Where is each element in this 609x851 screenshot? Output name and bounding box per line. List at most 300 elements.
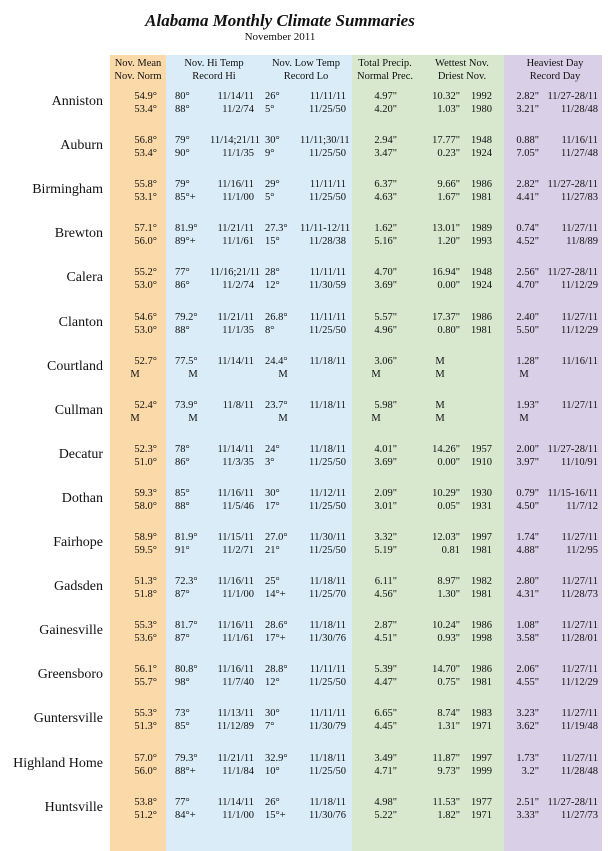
- mean-cell: 52.4°: [134, 399, 157, 411]
- prec-cell: 4.45": [374, 721, 397, 733]
- lo-cell: 11/18/11: [309, 355, 346, 367]
- heavy-cell: 11/27/11: [561, 708, 598, 720]
- wet-cell: 1998: [471, 633, 492, 645]
- wet-cell: 17.37": [432, 311, 460, 323]
- station-row: [0, 220, 609, 264]
- heavy-cell: 3.33": [516, 809, 539, 821]
- lo-cell: 29°: [265, 179, 280, 191]
- lo-cell: 11/12/11: [309, 487, 346, 499]
- wet-cell: 11.53": [432, 796, 460, 808]
- hi-cell: 85°+: [175, 192, 196, 204]
- heavy-cell: 11/10/91: [561, 456, 598, 468]
- wet-cell: 8.97": [437, 576, 460, 588]
- hi-cell: 89°+: [175, 236, 196, 248]
- mean-cell: 53.1°: [134, 192, 157, 204]
- hi-cell: 80°: [175, 91, 190, 102]
- heavy-cell: 4.52": [516, 236, 539, 248]
- lo-cell: 11/25/50: [309, 192, 346, 204]
- hi-cell: 88°: [175, 324, 190, 336]
- prec-cell: 5.98": [374, 399, 397, 411]
- wet-cell: 10.29": [432, 487, 460, 499]
- hi-cell: 79.2°: [175, 311, 198, 323]
- lo-cell: 24.4°: [265, 355, 288, 367]
- heavy-cell: 11/28/73: [561, 589, 598, 601]
- heavy-cell: 11/7/12: [566, 500, 598, 512]
- hi-cell: 11/5/46: [222, 500, 254, 512]
- hi-cell: 11/3/35: [222, 456, 254, 468]
- hi-cell: 11/16/11: [217, 487, 254, 499]
- heavy-cell: 0.88": [516, 135, 539, 147]
- wet-cell: 1957: [471, 443, 492, 455]
- prec-cell: 6.11": [374, 576, 397, 588]
- lo-cell: 11/11/11: [309, 179, 346, 191]
- heavy-cell: 11/12/29: [561, 324, 598, 336]
- mean-cell: 53.6°: [134, 633, 157, 645]
- wet-cell: 0.05": [437, 500, 460, 512]
- wet-cell: 1993: [471, 236, 492, 248]
- lo-cell: 26°: [265, 796, 280, 808]
- wet-cell: 1986: [471, 179, 492, 191]
- station-row: [0, 705, 609, 749]
- prec-cell: 3.06": [374, 355, 397, 367]
- wet-cell: 1.31": [437, 721, 460, 733]
- heavy-cell: 11/27/11: [561, 223, 598, 235]
- hi-cell: 77°: [175, 267, 190, 279]
- station-row: [0, 88, 609, 132]
- wet-cell: 1981: [471, 589, 492, 601]
- prec-cell: 5.22": [374, 809, 397, 821]
- heavy-cell: 2.00": [516, 443, 539, 455]
- wet-cell: 14.70": [432, 664, 460, 676]
- heavy-cell: 2.80": [516, 576, 539, 588]
- heavy-cell: 3.97": [516, 456, 539, 468]
- hi-cell: 73.9°: [175, 399, 198, 411]
- wet-cell: 1981: [471, 545, 492, 556]
- lo-cell: 17°+: [265, 633, 286, 645]
- heavy-cell: 4.55": [516, 677, 539, 689]
- wet-cell: 0.93": [437, 633, 460, 645]
- heavy-cell: 2.06": [516, 664, 539, 676]
- hi-cell: 11/14/11: [217, 443, 254, 455]
- wet-cell: M: [435, 399, 445, 411]
- heavy-cell: 11/27/48: [561, 148, 598, 160]
- lo-cell: 27.3°: [265, 223, 288, 235]
- heavy-cell: M: [519, 368, 529, 380]
- prec-cell: 4.97": [374, 91, 397, 102]
- lo-cell: 11/30/79: [309, 721, 346, 733]
- station-name: Guntersville: [33, 711, 103, 727]
- heavy-cell: 11/27-28/11: [547, 267, 598, 279]
- page-subtitle: November 2011: [244, 31, 316, 43]
- mean-cell: 51.0°: [134, 456, 157, 468]
- station-row: [0, 176, 609, 220]
- station-row: [0, 132, 609, 176]
- heavy-cell: 11/27-28/11: [547, 796, 598, 808]
- hi-cell: 88°: [175, 500, 190, 512]
- heavy-cell: 1.08": [516, 620, 539, 632]
- heavy-cell: 1.74": [516, 532, 539, 543]
- wet-cell: 1981: [471, 324, 492, 336]
- heavy-cell: 2.82": [516, 179, 539, 191]
- hi-cell: 11/21/11: [217, 311, 254, 323]
- heavy-cell: 3.2": [521, 765, 539, 777]
- mean-cell: 56.0°: [134, 236, 157, 248]
- heavy-cell: 1.73": [516, 752, 539, 764]
- wet-cell: 10.24": [432, 620, 460, 632]
- hi-cell: 11/15/11: [217, 532, 254, 543]
- station-name: Gainesville: [39, 623, 103, 639]
- prec-cell: 4.70": [374, 267, 397, 279]
- hi-cell: 85°: [175, 721, 190, 733]
- mean-cell: 57.0°: [134, 752, 157, 764]
- wet-cell: M: [435, 368, 445, 380]
- heavy-cell: 11/27-28/11: [547, 443, 598, 455]
- prec-cell: 6.65": [374, 708, 397, 720]
- wet-cell: 8.74": [437, 708, 460, 720]
- wet-cell: 1977: [471, 796, 492, 808]
- prec-cell: 5.16": [374, 236, 397, 248]
- station-row: [0, 441, 609, 485]
- mean-cell: M: [130, 412, 140, 424]
- lo-cell: 11/18/11: [309, 399, 346, 411]
- hi-cell: 11/16/11: [217, 576, 254, 588]
- hi-cell: 81.9°: [175, 532, 198, 543]
- heavy-cell: M: [519, 412, 529, 424]
- prec-cell: 5.57": [374, 311, 397, 323]
- heavy-cell: 11/27/11: [561, 620, 598, 632]
- hi-cell: M: [188, 368, 198, 380]
- hi-cell: 11/14/11: [217, 355, 254, 367]
- wet-cell: 1924: [471, 280, 492, 292]
- mean-cell: 56.8°: [134, 135, 157, 147]
- hi-cell: M: [188, 412, 198, 424]
- hi-cell: 90°: [175, 148, 190, 160]
- station-row: [0, 661, 609, 705]
- lo-cell: 27.0°: [265, 532, 288, 543]
- lo-cell: 11/25/50: [309, 500, 346, 512]
- hi-cell: 85°: [175, 487, 190, 499]
- lo-cell: M: [278, 368, 288, 380]
- prec-cell: M: [371, 412, 381, 424]
- wet-cell: 1.03": [437, 104, 460, 115]
- wet-cell: 1989: [471, 223, 492, 235]
- station-row: [0, 794, 609, 838]
- mean-cell: 52.7°: [134, 355, 157, 367]
- heavy-cell: 11/27/11: [561, 752, 598, 764]
- station-name: Auburn: [60, 138, 103, 154]
- wet-cell: 0.00": [437, 280, 460, 292]
- hi-cell: 11/2/74: [222, 104, 254, 115]
- prec-cell: 2.94": [374, 135, 397, 147]
- wet-cell: 16.94": [432, 267, 460, 279]
- lo-cell: 11/30/76: [309, 809, 346, 821]
- lo-cell: 11/18/11: [309, 796, 346, 808]
- header-mean: Nov. Mean Nov. Norm: [114, 58, 162, 82]
- wet-cell: 1992: [471, 91, 492, 102]
- lo-cell: 9°: [265, 148, 275, 160]
- hi-cell: 11/2/71: [222, 545, 254, 556]
- wet-cell: 1910: [471, 456, 492, 468]
- mean-cell: 51.2°: [134, 809, 157, 821]
- mean-cell: 57.1°: [134, 223, 157, 235]
- station-name: Fairhope: [53, 535, 103, 550]
- mean-cell: 53.0°: [134, 280, 157, 292]
- lo-cell: 32.9°: [265, 752, 288, 764]
- lo-cell: 17°: [265, 500, 280, 512]
- heavy-cell: 1.28": [516, 355, 539, 367]
- lo-cell: 11/25/50: [309, 324, 346, 336]
- mean-cell: 52.3°: [134, 443, 157, 455]
- station-name: Courtland: [47, 358, 103, 374]
- heavy-cell: 4.50": [516, 500, 539, 512]
- hi-cell: 11/16/11: [217, 179, 254, 191]
- heavy-cell: 11/16/11: [561, 355, 598, 367]
- wet-cell: 12.03": [432, 532, 460, 543]
- heavy-cell: 3.21": [516, 104, 539, 115]
- lo-cell: 28.8°: [265, 664, 288, 676]
- lo-cell: 30°: [265, 708, 280, 720]
- mean-cell: 54.9°: [134, 91, 157, 102]
- heavy-cell: 11/27/73: [561, 809, 598, 821]
- page-title: Alabama Monthly Climate Summaries: [145, 11, 415, 30]
- wet-cell: 1997: [471, 752, 492, 764]
- heavy-cell: 11/27-28/11: [547, 91, 598, 102]
- heavy-cell: 2.56": [516, 267, 539, 279]
- heavy-cell: 3.58": [516, 633, 539, 645]
- mean-cell: 53.0°: [134, 324, 157, 336]
- heavy-cell: 2.82": [516, 91, 539, 102]
- prec-cell: 3.47": [374, 148, 397, 160]
- lo-cell: 11/25/50: [309, 148, 346, 160]
- lo-cell: 11/25/50: [309, 456, 346, 468]
- station-row: [0, 264, 609, 308]
- prec-cell: 5.19": [374, 545, 397, 556]
- header-low-temp: Nov. Low Temp Record Lo: [271, 58, 341, 82]
- station-name: Dothan: [61, 490, 103, 506]
- header-precip: Total Precip. Normal Prec.: [357, 58, 413, 82]
- wet-cell: 1983: [471, 708, 492, 720]
- hi-cell: 87°: [175, 589, 190, 601]
- lo-cell: 8°: [265, 324, 275, 336]
- prec-cell: 4.71": [374, 765, 397, 777]
- wet-cell: 11.87": [432, 752, 460, 764]
- lo-cell: 11/18/11: [309, 576, 346, 588]
- wet-cell: 9.66": [437, 179, 460, 191]
- lo-cell: 30°: [265, 487, 280, 499]
- lo-cell: 11/11-12/11: [300, 223, 351, 235]
- wet-cell: 1930: [471, 487, 492, 499]
- hi-cell: 11/1/61: [222, 633, 254, 645]
- prec-cell: 4.56": [374, 589, 397, 601]
- wet-cell: 1982: [471, 576, 492, 588]
- hi-cell: 11/1/84: [222, 765, 254, 777]
- hi-cell: 11/16/11: [217, 620, 254, 632]
- heavy-cell: 0.79": [516, 487, 539, 499]
- hi-cell: 84°+: [175, 809, 196, 821]
- wet-cell: 0.23": [437, 148, 460, 160]
- wet-cell: 1948: [471, 267, 492, 279]
- lo-cell: 11/18/11: [309, 443, 346, 455]
- heavy-cell: 5.50": [516, 324, 539, 336]
- station-name: Brewton: [54, 226, 103, 242]
- lo-cell: 11/11/11: [309, 664, 346, 676]
- wet-cell: 1986: [471, 311, 492, 323]
- lo-cell: 5°: [265, 192, 275, 204]
- hi-cell: 11/8/11: [222, 399, 254, 411]
- heavy-cell: 11/27/11: [561, 664, 598, 676]
- heavy-cell: 4.31": [516, 589, 539, 601]
- heavy-cell: 2.40": [516, 311, 539, 323]
- wet-cell: 0.81: [441, 545, 460, 556]
- lo-cell: 7°: [265, 721, 275, 733]
- lo-cell: 11/25/50: [309, 765, 346, 777]
- heavy-cell: 3.23": [516, 708, 539, 720]
- lo-cell: 15°: [265, 236, 280, 248]
- hi-cell: 11/1/00: [222, 809, 254, 821]
- prec-cell: 2.87": [374, 620, 397, 632]
- lo-cell: 11/25/50: [309, 545, 346, 556]
- mean-cell: 55.2°: [134, 267, 157, 279]
- hi-cell: 11/1/00: [222, 589, 254, 601]
- lo-cell: 30°: [265, 135, 280, 147]
- hi-cell: 11/1/61: [222, 236, 254, 248]
- lo-cell: 11/18/11: [309, 620, 346, 632]
- hi-cell: 91°: [175, 545, 190, 556]
- heavy-cell: 11/28/01: [561, 633, 598, 645]
- station-row: [0, 617, 609, 661]
- lo-cell: 10°: [265, 765, 280, 777]
- mean-cell: 58.9°: [134, 532, 157, 543]
- station-name: Calera: [66, 270, 103, 286]
- heavy-cell: 11/12/29: [561, 280, 598, 292]
- hi-cell: 11/16/11: [217, 664, 254, 676]
- hi-cell: 11/21/11: [217, 752, 254, 764]
- lo-cell: 26°: [265, 91, 280, 102]
- heavy-cell: 11/16/11: [561, 135, 598, 147]
- prec-cell: 4.47": [374, 677, 397, 689]
- hi-cell: 11/14/11: [217, 91, 254, 102]
- wet-cell: 1.20": [437, 236, 460, 248]
- heavy-cell: 3.62": [516, 721, 539, 733]
- hi-cell: 86°: [175, 280, 190, 292]
- wet-cell: 1986: [471, 664, 492, 676]
- lo-cell: M: [278, 412, 288, 424]
- wet-cell: 1971: [471, 721, 492, 733]
- lo-cell: 14°+: [265, 589, 286, 601]
- hi-cell: 79°: [175, 179, 190, 191]
- mean-cell: 58.0°: [134, 500, 157, 512]
- lo-cell: 11/11/11: [309, 708, 346, 720]
- wet-cell: 1931: [471, 500, 492, 512]
- prec-cell: 3.69": [374, 456, 397, 468]
- prec-cell: 3.01": [374, 500, 397, 512]
- wet-cell: 0.80": [437, 324, 460, 336]
- prec-cell: 4.98": [374, 796, 397, 808]
- lo-cell: 11/25/70: [309, 589, 346, 601]
- wet-cell: 1924: [471, 148, 492, 160]
- mean-cell: 51.3°: [134, 721, 157, 733]
- hi-cell: 11/13/11: [217, 708, 254, 720]
- lo-cell: 12°: [265, 280, 280, 292]
- hi-cell: 11/1/35: [222, 324, 254, 336]
- prec-cell: 4.96": [374, 324, 397, 336]
- hi-cell: 88°: [175, 104, 190, 115]
- lo-cell: 11/30/76: [309, 633, 346, 645]
- prec-cell: 3.32": [374, 532, 397, 543]
- mean-cell: 51.8°: [134, 589, 157, 601]
- lo-cell: 23.7°: [265, 399, 288, 411]
- heavy-cell: 0.74": [516, 223, 539, 235]
- header-heaviest: Heaviest Day Record Day: [526, 58, 584, 82]
- hi-cell: 81.9°: [175, 223, 198, 235]
- heavy-cell: 4.41": [516, 192, 539, 204]
- header-hi-temp: Nov. Hi Temp Record Hi: [184, 58, 244, 82]
- heavy-cell: 11/28/48: [561, 104, 598, 115]
- lo-cell: 11/30/11: [309, 532, 346, 543]
- wet-cell: 13.01": [432, 223, 460, 235]
- lo-cell: 15°+: [265, 809, 286, 821]
- station-name: Huntsville: [44, 799, 103, 815]
- station-name: Clanton: [58, 314, 103, 330]
- station-name: Cullman: [54, 402, 103, 418]
- hi-cell: 79.3°: [175, 752, 198, 764]
- lo-cell: 3°: [265, 456, 275, 468]
- station-row: [0, 573, 609, 617]
- hi-cell: 79°: [175, 135, 190, 147]
- heavy-cell: 11/27/11: [561, 576, 598, 588]
- mean-cell: 51.3°: [134, 576, 157, 588]
- wet-cell: 1.82": [437, 809, 460, 821]
- heavy-cell: 11/19/48: [561, 721, 598, 733]
- mean-cell: 59.5°: [134, 545, 157, 556]
- prec-cell: 6.37": [374, 179, 397, 191]
- lo-cell: 11/11/11: [309, 91, 346, 102]
- hi-cell: 72.3°: [175, 576, 198, 588]
- lo-cell: 28.6°: [265, 620, 288, 632]
- hi-cell: 87°: [175, 633, 190, 645]
- station-row: [0, 353, 609, 397]
- heavy-cell: 11/8/89: [566, 236, 598, 248]
- wet-cell: 1981: [471, 192, 492, 204]
- wet-cell: 0.00": [437, 456, 460, 468]
- lo-cell: 11/30/59: [309, 280, 346, 292]
- wet-cell: M: [435, 355, 445, 367]
- wet-cell: 1999: [471, 765, 492, 777]
- hi-cell: 73°: [175, 708, 190, 720]
- mean-cell: 59.3°: [134, 487, 157, 499]
- lo-cell: 26.8°: [265, 311, 288, 323]
- wet-cell: 1971: [471, 809, 492, 821]
- hi-cell: 86°: [175, 456, 190, 468]
- mean-cell: 53.4°: [134, 148, 157, 160]
- lo-cell: 11/28/38: [309, 236, 346, 248]
- prec-cell: 4.63": [374, 192, 397, 204]
- lo-cell: 21°: [265, 545, 280, 556]
- prec-cell: 4.01": [374, 443, 397, 455]
- heavy-cell: 11/27/11: [561, 399, 598, 411]
- lo-cell: 12°: [265, 677, 280, 689]
- hi-cell: 77.5°: [175, 355, 198, 367]
- hi-cell: 11/1/35: [222, 148, 254, 160]
- wet-cell: 1980: [471, 104, 492, 115]
- mean-cell: 55.7°: [134, 677, 157, 689]
- hi-cell: 88°+: [175, 765, 196, 777]
- prec-cell: 3.49": [374, 752, 397, 764]
- prec-cell: 1.62": [374, 223, 397, 235]
- mean-cell: M: [130, 368, 140, 380]
- heavy-cell: 11/27-28/11: [547, 179, 598, 191]
- hi-cell: 11/7/40: [222, 677, 254, 689]
